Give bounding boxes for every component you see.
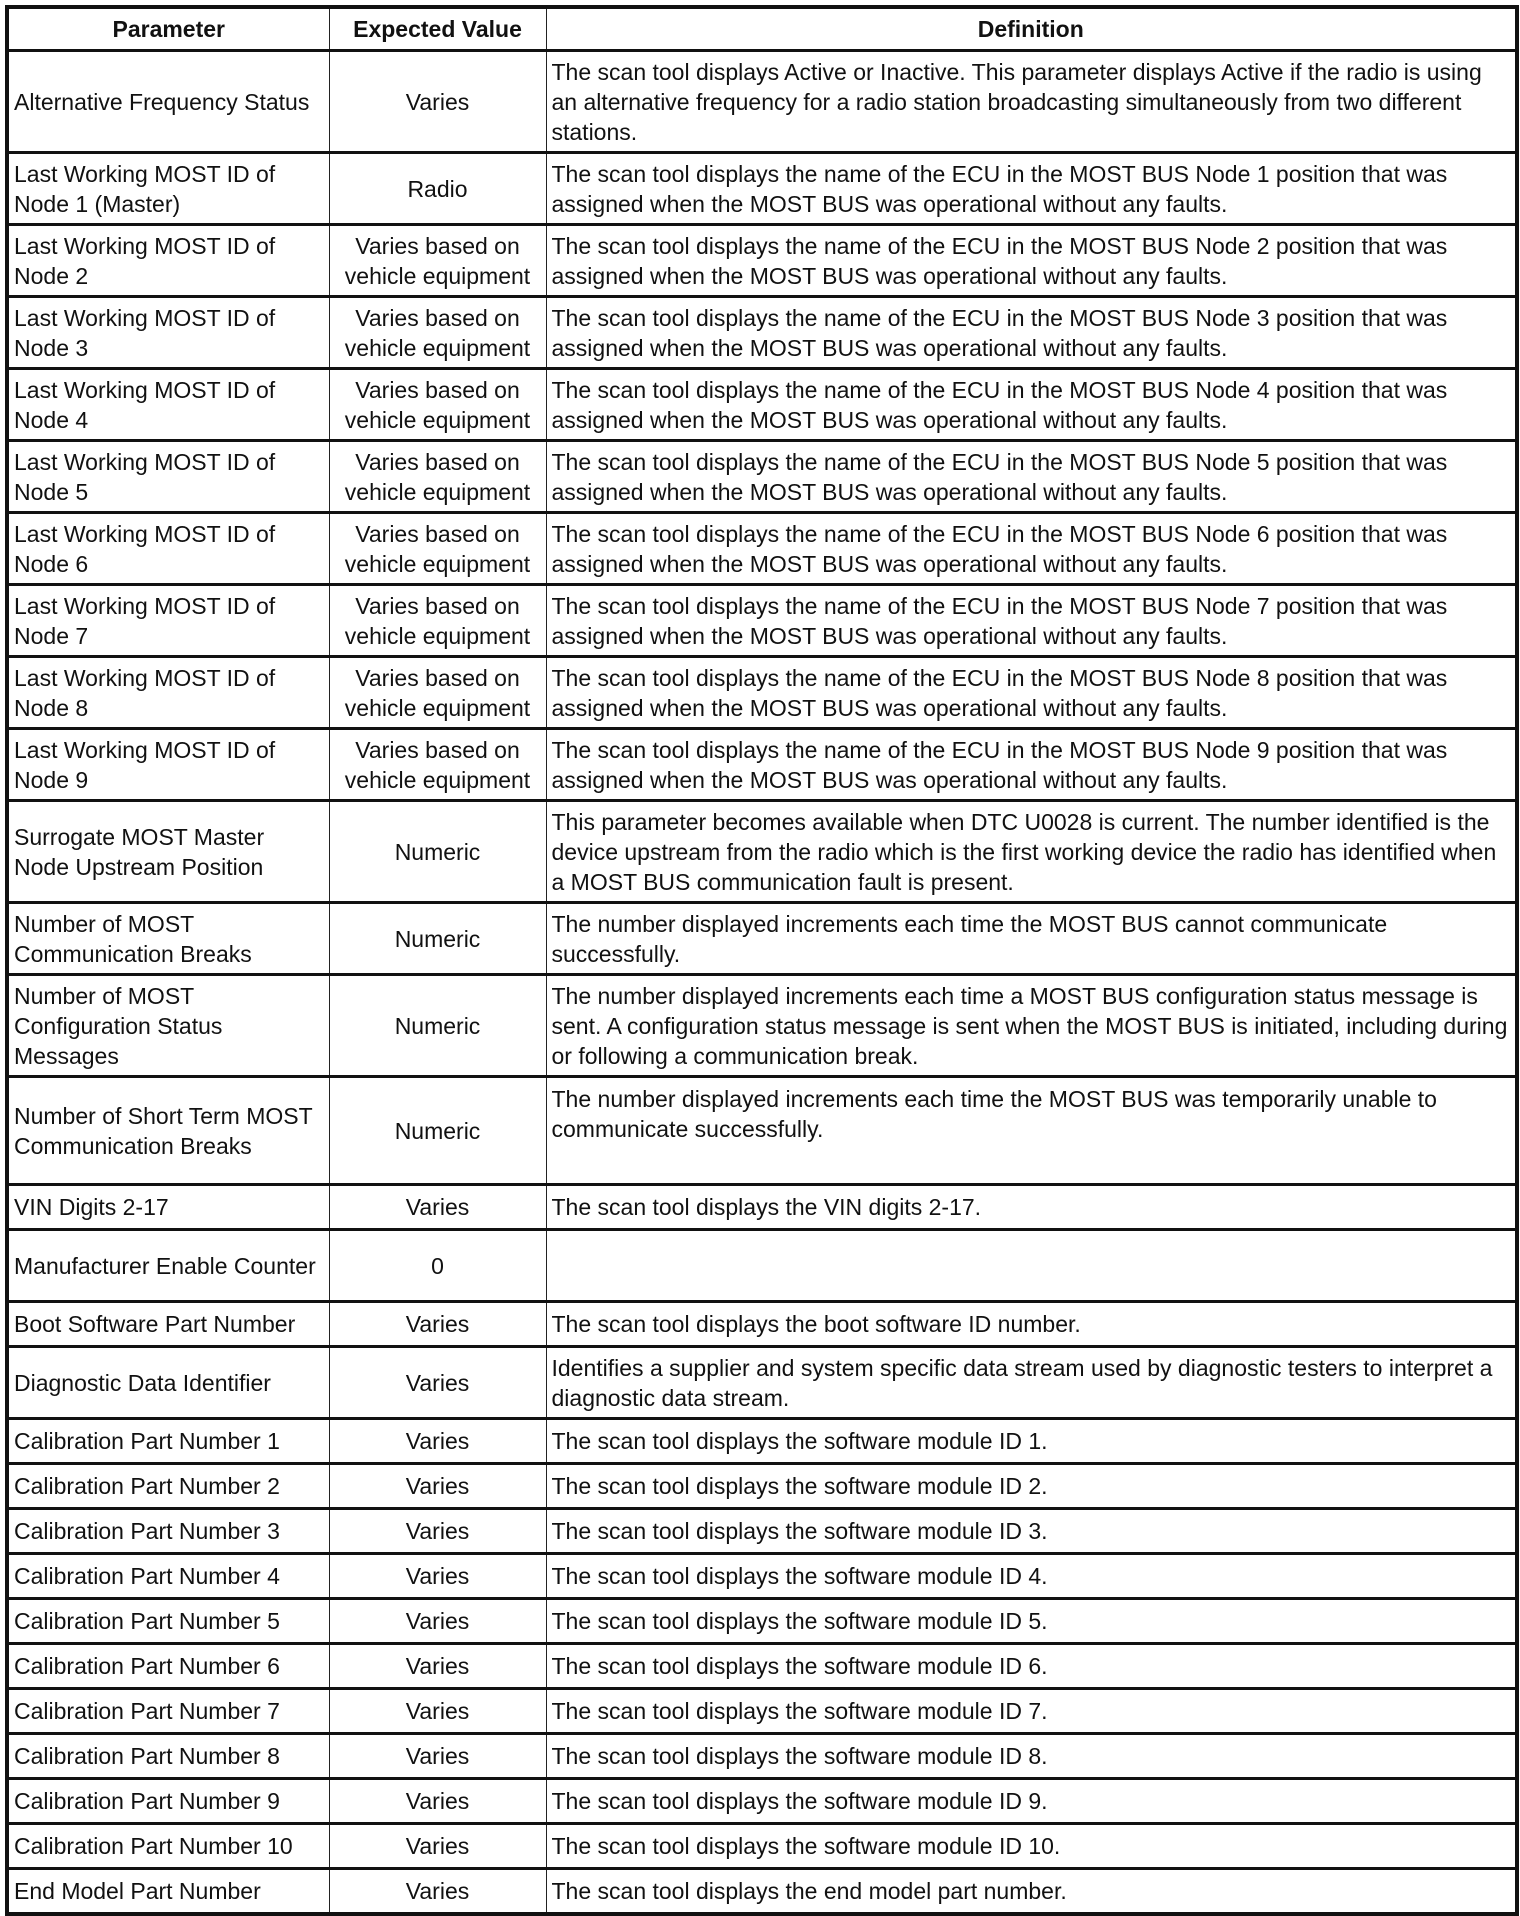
definition-cell <box>546 1230 1517 1302</box>
expected-value-cell: Varies <box>329 1824 546 1869</box>
expected-value-cell: Varies based on vehicle equipment <box>329 297 546 369</box>
parameter-cell: Last Working MOST ID of Node 5 <box>7 441 329 513</box>
table-row <box>7 1509 1517 1554</box>
definition-cell: The scan tool displays the software module ID 7. <box>546 1689 1517 1734</box>
definition-cell: The scan tool displays the name of the ECU in the MOST BUS Node 4 position that was assigned when the MOST BUS was operational without any faults. <box>546 369 1517 441</box>
definition-cell: The scan tool displays the software module ID 2. <box>546 1464 1517 1509</box>
expected-value-cell: Numeric <box>329 1077 546 1185</box>
expected-value-cell: Varies <box>329 1509 546 1554</box>
definition-cell: The scan tool displays Active or Inactive. This parameter displays Active if the radio is using an alternative frequency for a radio station broadcasting simultaneously from two different stations. <box>546 51 1517 153</box>
expected-value-cell: Varies <box>329 1302 546 1347</box>
expected-value-cell: Varies <box>329 1185 546 1230</box>
table-row <box>7 225 1517 297</box>
header-definition: Definition <box>546 7 1517 51</box>
expected-value-cell: Varies based on vehicle equipment <box>329 585 546 657</box>
expected-value-cell: Varies based on vehicle equipment <box>329 513 546 585</box>
expected-value-cell: Varies <box>329 1419 546 1464</box>
parameter-cell: Last Working MOST ID of Node 7 <box>7 585 329 657</box>
definition-cell: The scan tool displays the VIN digits 2-17. <box>546 1185 1517 1230</box>
table-row <box>7 1077 1517 1185</box>
table-row <box>7 441 1517 513</box>
parameter-cell: Manufacturer Enable Counter <box>7 1230 329 1302</box>
definition-cell: The scan tool displays the software module ID 6. <box>546 1644 1517 1689</box>
table-row <box>7 513 1517 585</box>
table-row <box>7 1644 1517 1689</box>
expected-value-cell: Varies <box>329 1869 546 1915</box>
parameter-cell: End Model Part Number <box>7 1869 329 1915</box>
definition-cell: The scan tool displays the name of the ECU in the MOST BUS Node 9 position that was assigned when the MOST BUS was operational without any faults. <box>546 729 1517 801</box>
expected-value-cell: Varies <box>329 51 546 153</box>
expected-value-cell: Varies <box>329 1644 546 1689</box>
parameter-cell: Calibration Part Number 6 <box>7 1644 329 1689</box>
table-row <box>7 1185 1517 1230</box>
definition-cell: The scan tool displays the software module ID 3. <box>546 1509 1517 1554</box>
definition-cell: The scan tool displays the name of the ECU in the MOST BUS Node 8 position that was assigned when the MOST BUS was operational without any faults. <box>546 657 1517 729</box>
expected-value-cell: Varies <box>329 1347 546 1419</box>
definition-cell: The scan tool displays the software module ID 4. <box>546 1554 1517 1599</box>
expected-value-cell: Numeric <box>329 975 546 1077</box>
definition-cell: The scan tool displays the boot software ID number. <box>546 1302 1517 1347</box>
table-row <box>7 297 1517 369</box>
expected-value-cell: Varies <box>329 1689 546 1734</box>
table-row <box>7 1464 1517 1509</box>
parameter-cell: Last Working MOST ID of Node 4 <box>7 369 329 441</box>
table-row <box>7 1599 1517 1644</box>
parameter-cell: Last Working MOST ID of Node 3 <box>7 297 329 369</box>
parameter-cell: Calibration Part Number 1 <box>7 1419 329 1464</box>
definition-cell: The scan tool displays the name of the ECU in the MOST BUS Node 1 position that was assigned when the MOST BUS was operational without any faults. <box>546 153 1517 225</box>
parameter-cell: Surrogate MOST Master Node Upstream Position <box>7 801 329 903</box>
parameter-cell: Boot Software Part Number <box>7 1302 329 1347</box>
table-row <box>7 975 1517 1077</box>
expected-value-cell: Radio <box>329 153 546 225</box>
table-row <box>7 1824 1517 1869</box>
parameter-cell: Calibration Part Number 5 <box>7 1599 329 1644</box>
expected-value-cell: Varies <box>329 1779 546 1824</box>
definition-cell: The scan tool displays the software module ID 9. <box>546 1779 1517 1824</box>
parameter-cell: Calibration Part Number 4 <box>7 1554 329 1599</box>
expected-value-cell: Varies <box>329 1464 546 1509</box>
table-row <box>7 1869 1517 1915</box>
expected-value-cell: Numeric <box>329 903 546 975</box>
expected-value-cell: Varies based on vehicle equipment <box>329 657 546 729</box>
definition-cell: The scan tool displays the software module ID 5. <box>546 1599 1517 1644</box>
definition-cell: The number displayed increments each time a MOST BUS configuration status message is sent. A configuration status message is sent when the MOST BUS is initiated, including during or following a communication break. <box>546 975 1517 1077</box>
definition-cell: The scan tool displays the software module ID 1. <box>546 1419 1517 1464</box>
definition-cell: The scan tool displays the name of the ECU in the MOST BUS Node 6 position that was assigned when the MOST BUS was operational without any faults. <box>546 513 1517 585</box>
parameter-cell: Calibration Part Number 7 <box>7 1689 329 1734</box>
expected-value-cell: Varies based on vehicle equipment <box>329 729 546 801</box>
table-row <box>7 1734 1517 1779</box>
parameter-cell: Number of MOST Communication Breaks <box>7 903 329 975</box>
document-page <box>5 5 1519 1916</box>
parameter-cell: Calibration Part Number 2 <box>7 1464 329 1509</box>
table-row <box>7 801 1517 903</box>
parameter-cell: Last Working MOST ID of Node 1 (Master) <box>7 153 329 225</box>
definition-cell: The scan tool displays the software module ID 10. <box>546 1824 1517 1869</box>
expected-value-cell: 0 <box>329 1230 546 1302</box>
expected-value-cell: Varies <box>329 1554 546 1599</box>
table-row <box>7 153 1517 225</box>
header-parameter: Parameter <box>7 7 329 51</box>
header-expected-value: Expected Value <box>329 7 546 51</box>
expected-value-cell: Varies <box>329 1599 546 1644</box>
parameter-cell: Diagnostic Data Identifier <box>7 1347 329 1419</box>
definition-cell: The scan tool displays the name of the ECU in the MOST BUS Node 5 position that was assigned when the MOST BUS was operational without any faults. <box>546 441 1517 513</box>
table-row <box>7 657 1517 729</box>
parameter-cell: Last Working MOST ID of Node 9 <box>7 729 329 801</box>
definition-cell: The number displayed increments each time the MOST BUS was temporarily unable to communicate successfully. <box>546 1077 1517 1185</box>
parameter-table <box>5 5 1519 1916</box>
table-row <box>7 51 1517 153</box>
parameter-cell: Number of Short Term MOST Communication Breaks <box>7 1077 329 1185</box>
table-row <box>7 1419 1517 1464</box>
parameter-cell: Calibration Part Number 3 <box>7 1509 329 1554</box>
definition-cell: The scan tool displays the name of the ECU in the MOST BUS Node 7 position that was assigned when the MOST BUS was operational without any faults. <box>546 585 1517 657</box>
table-row <box>7 1554 1517 1599</box>
table-row <box>7 1230 1517 1302</box>
definition-cell: The scan tool displays the end model part number. <box>546 1869 1517 1915</box>
definition-cell: Identifies a supplier and system specific data stream used by diagnostic testers to interpret a diagnostic data stream. <box>546 1347 1517 1419</box>
expected-value-cell: Numeric <box>329 801 546 903</box>
expected-value-cell: Varies <box>329 1734 546 1779</box>
parameter-cell: Alternative Frequency Status <box>7 51 329 153</box>
parameter-cell: VIN Digits 2-17 <box>7 1185 329 1230</box>
parameter-cell: Number of MOST Configuration Status Messages <box>7 975 329 1077</box>
expected-value-cell: Varies based on vehicle equipment <box>329 369 546 441</box>
expected-value-cell: Varies based on vehicle equipment <box>329 441 546 513</box>
parameter-cell: Last Working MOST ID of Node 2 <box>7 225 329 297</box>
table-row <box>7 369 1517 441</box>
definition-cell: The scan tool displays the name of the ECU in the MOST BUS Node 2 position that was assigned when the MOST BUS was operational without any faults. <box>546 225 1517 297</box>
definition-cell: The scan tool displays the software module ID 8. <box>546 1734 1517 1779</box>
expected-value-cell: Varies based on vehicle equipment <box>329 225 546 297</box>
table-row <box>7 1302 1517 1347</box>
table-row <box>7 903 1517 975</box>
table-row <box>7 585 1517 657</box>
header-row <box>7 7 1517 51</box>
table-row <box>7 1347 1517 1419</box>
definition-cell: The number displayed increments each time the MOST BUS cannot communicate successfully. <box>546 903 1517 975</box>
table-body <box>7 51 1517 1915</box>
parameter-cell: Calibration Part Number 9 <box>7 1779 329 1824</box>
table-row <box>7 1779 1517 1824</box>
table-row <box>7 729 1517 801</box>
parameter-cell: Calibration Part Number 10 <box>7 1824 329 1869</box>
table-row <box>7 1689 1517 1734</box>
parameter-cell: Last Working MOST ID of Node 6 <box>7 513 329 585</box>
definition-cell: This parameter becomes available when DTC U0028 is current. The number identified is the device upstream from the radio which is the first working device the radio has identified when a MOST BUS communication fault is present. <box>546 801 1517 903</box>
definition-cell: The scan tool displays the name of the ECU in the MOST BUS Node 3 position that was assigned when the MOST BUS was operational without any faults. <box>546 297 1517 369</box>
parameter-cell: Last Working MOST ID of Node 8 <box>7 657 329 729</box>
parameter-cell: Calibration Part Number 8 <box>7 1734 329 1779</box>
